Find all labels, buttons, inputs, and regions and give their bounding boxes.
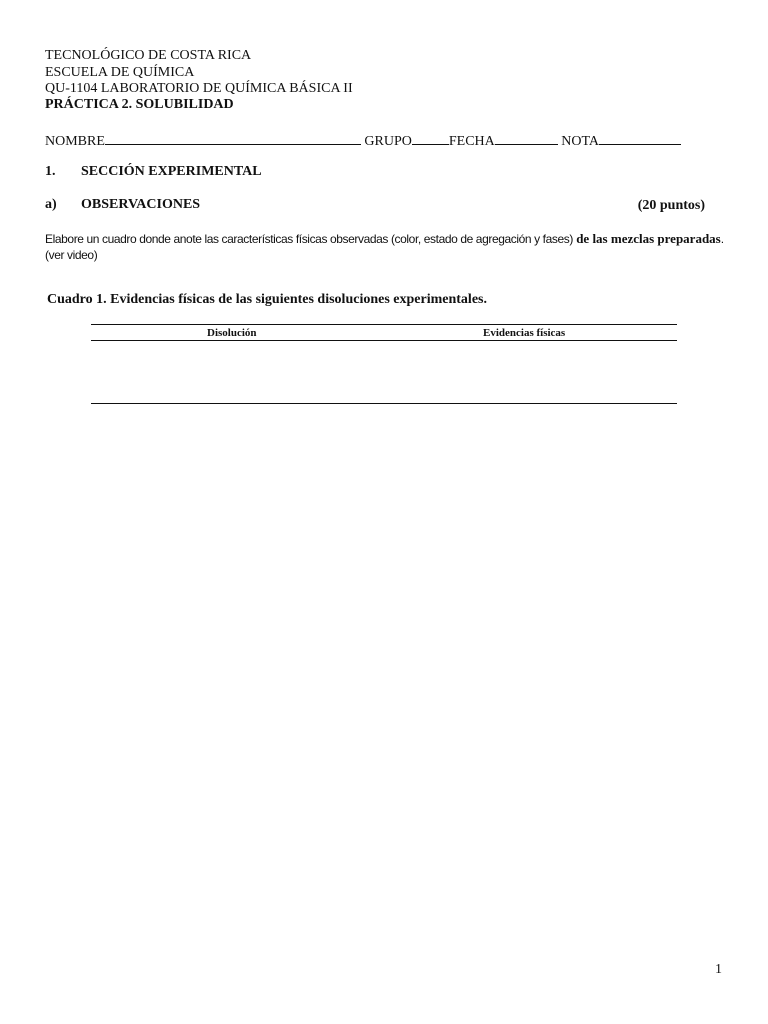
instructions-paragraph bbox=[45, 231, 730, 263]
table-header-rule bbox=[91, 340, 677, 341]
instructions-tail: . (ver video) bbox=[45, 232, 724, 262]
table-caption: Cuadro 1. Evidencias físicas de las siguientes disoluciones experimentales. bbox=[47, 292, 487, 307]
nota-label: NOTA bbox=[561, 134, 600, 149]
school-name: ESCUELA DE QUÍMICA bbox=[45, 65, 195, 80]
instructions-text: Elabore un cuadro donde anote las características físicas observadas (color, estado de agregación y fases) bbox=[45, 232, 573, 246]
grupo-field[interactable] bbox=[412, 130, 449, 145]
table-header-evidencias: Evidencias físicas bbox=[483, 327, 566, 339]
nombre-label: NOMBRE bbox=[45, 134, 105, 149]
student-info-line bbox=[45, 130, 681, 150]
course-title: QU-1104 LABORATORIO DE QUÍMICA BÁSICA II bbox=[45, 81, 353, 96]
subsection-title: OBSERVACIONES bbox=[81, 197, 201, 212]
instructions-bold: de las mezclas preparadas bbox=[576, 231, 721, 246]
nombre-field[interactable] bbox=[105, 130, 361, 145]
subsection-points: (20 puntos) bbox=[637, 198, 705, 213]
grupo-label: GRUPO bbox=[364, 134, 412, 149]
table-top-rule bbox=[91, 324, 677, 325]
fecha-field[interactable] bbox=[495, 130, 558, 145]
section-number: 1. bbox=[45, 164, 56, 179]
practice-title: PRÁCTICA 2. SOLUBILIDAD bbox=[45, 97, 234, 112]
table-header-disolucion: Disolución bbox=[207, 327, 257, 339]
section-title: SECCIÓN EXPERIMENTAL bbox=[81, 164, 262, 179]
nota-field[interactable] bbox=[599, 130, 681, 145]
subsection-letter: a) bbox=[45, 197, 57, 212]
page-number: 1 bbox=[715, 962, 722, 977]
fecha-label: FECHA bbox=[448, 134, 495, 149]
table-bottom-rule bbox=[91, 403, 677, 404]
institution-name: TECNOLÓGICO DE COSTA RICA bbox=[45, 48, 252, 63]
